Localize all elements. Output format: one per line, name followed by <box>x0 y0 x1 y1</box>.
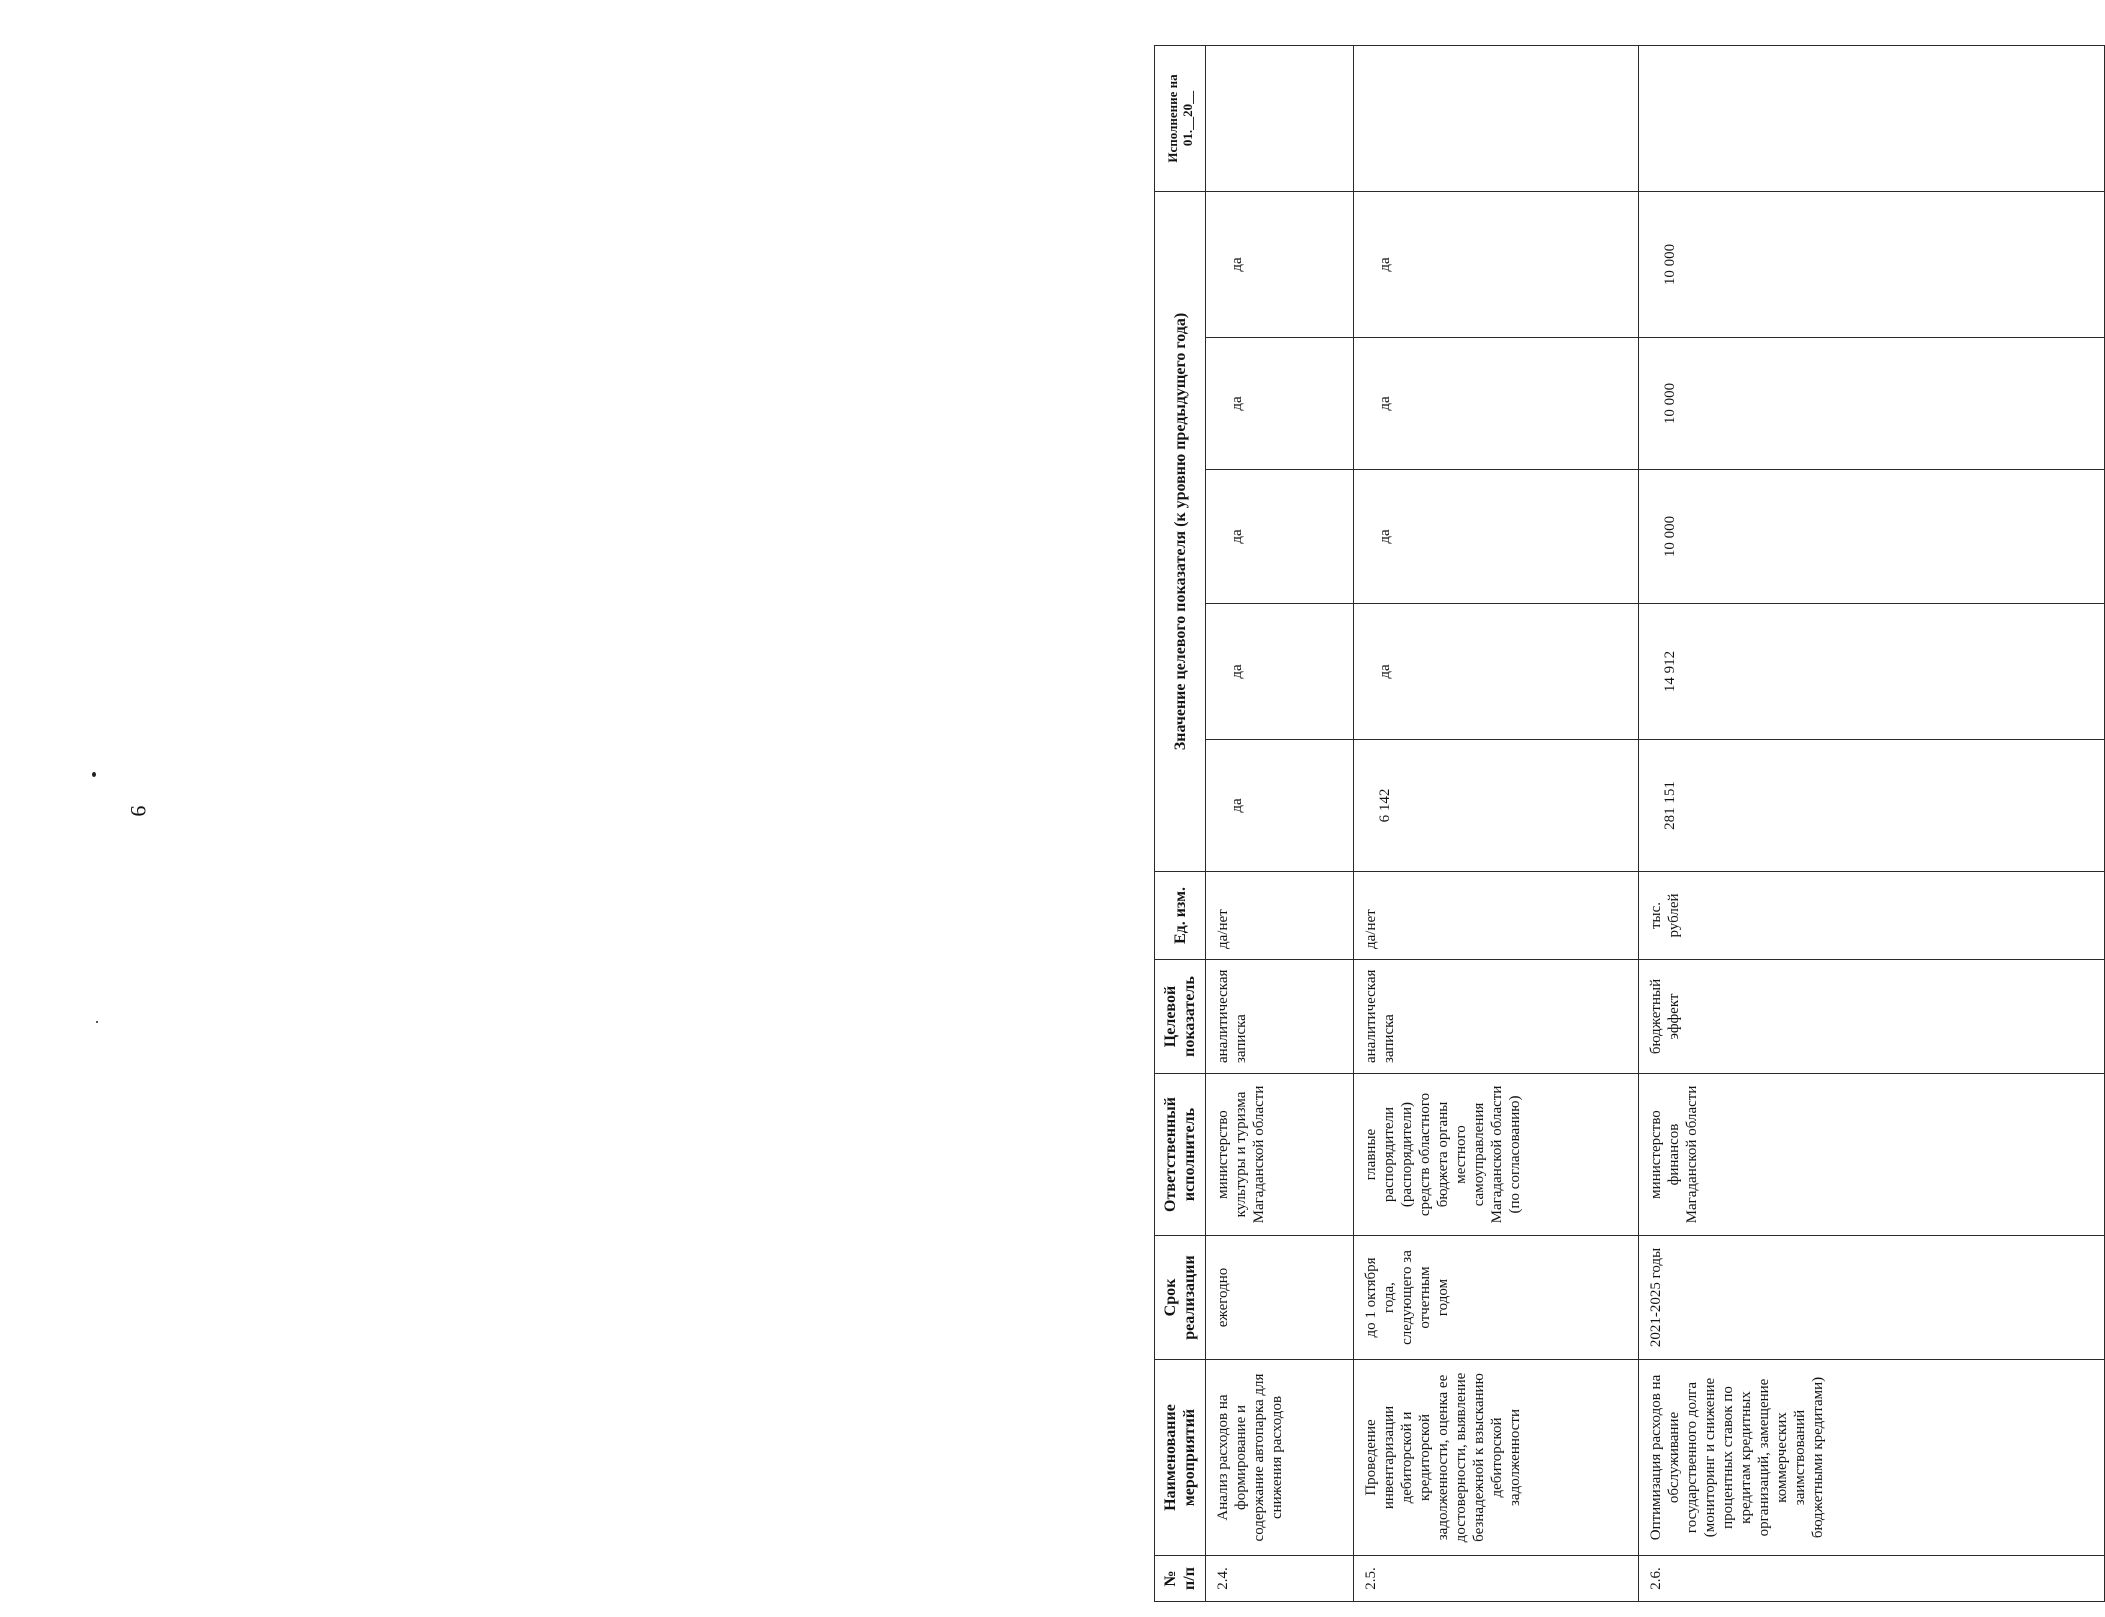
row-indicator: аналитическая записка <box>1354 960 1639 1074</box>
row-value: да <box>1206 191 1354 337</box>
table-row <box>1354 45 1639 1601</box>
page-number: 9 <box>126 805 151 817</box>
row-name: Проведение инвентаризации дебиторской и кредиторской задолженности, оценка ее достоверности, выявление безнадежной к взысканию дебиторской задолженности <box>1354 1360 1639 1556</box>
row-value: да <box>1354 338 1639 470</box>
row-num: 2.4. <box>1206 1556 1354 1602</box>
row-unit: да/нет <box>1354 872 1639 960</box>
row-value: да <box>1354 191 1639 337</box>
header-num: № п/п <box>1155 1556 1206 1602</box>
row-num: 2.6. <box>1639 1556 2105 1602</box>
row-value: да <box>1206 338 1354 470</box>
header-value: Значение целевого показателя (к уровню предыдущего года) <box>1155 191 1206 871</box>
row-value: да <box>1354 604 1639 740</box>
row-unit: да/нет <box>1206 872 1354 960</box>
row-value: да <box>1354 470 1639 604</box>
table-row <box>1639 45 2105 1601</box>
table-row <box>1206 45 1354 1601</box>
row-value: 10 000 <box>1639 338 2105 470</box>
row-value: 6 142 <box>1354 740 1639 872</box>
header-executor: Ответственный исполнитель <box>1155 1074 1206 1236</box>
header-row <box>1155 45 1206 1601</box>
row-value: да <box>1206 740 1354 872</box>
row-exec <box>1354 45 1639 191</box>
row-value: да <box>1206 604 1354 740</box>
row-name: Оптимизация расходов на обслуживание государственного долга (мониторинг и снижение процентных ставок по кредитам кредитных организаций, замещение коммерческих заимствований бюджетными кредитами) <box>1639 1360 2105 1556</box>
row-name: Анализ расходов на формирование и содержание автопарка для снижения расходов <box>1206 1360 1354 1556</box>
header-unit: Ед. изм. <box>1155 872 1206 960</box>
header-name: Наименование мероприятий <box>1155 1360 1206 1556</box>
measures-table <box>1154 46 2105 1602</box>
row-term: 2021-2025 годы <box>1639 1236 2105 1360</box>
row-executor: главные распорядители (распорядители) средств областного бюджета органы местного самоуправления Магаданской области (по согласованию) <box>1354 1074 1639 1236</box>
row-value: 281 151 <box>1639 740 2105 872</box>
scan-speck <box>92 772 96 777</box>
header-term: Срок реализации <box>1155 1236 1206 1360</box>
row-term: до 1 октября года, следующего за отчетным годом <box>1354 1236 1639 1360</box>
header-exec: Исполнение на 01.__20__ <box>1155 45 1206 191</box>
row-num: 2.5. <box>1354 1556 1639 1602</box>
row-term: ежегодно <box>1206 1236 1354 1360</box>
row-indicator: аналитическая записка <box>1206 960 1354 1074</box>
row-exec <box>1639 45 2105 191</box>
row-unit: тыс. рублей <box>1639 872 2105 960</box>
row-executor: министерство финансов Магаданской области <box>1639 1074 2105 1236</box>
row-exec <box>1206 45 1354 191</box>
row-value: 10 000 <box>1639 191 2105 337</box>
row-value: 14 912 <box>1639 604 2105 740</box>
row-value: 10 000 <box>1639 470 2105 604</box>
row-indicator: бюджетный эффект <box>1639 960 2105 1074</box>
scan-speck <box>96 1021 98 1023</box>
row-value: да <box>1206 470 1354 604</box>
row-executor: министерство культуры и туризма Магаданской области <box>1206 1074 1354 1236</box>
header-indicator: Целевой показатель <box>1155 960 1206 1074</box>
